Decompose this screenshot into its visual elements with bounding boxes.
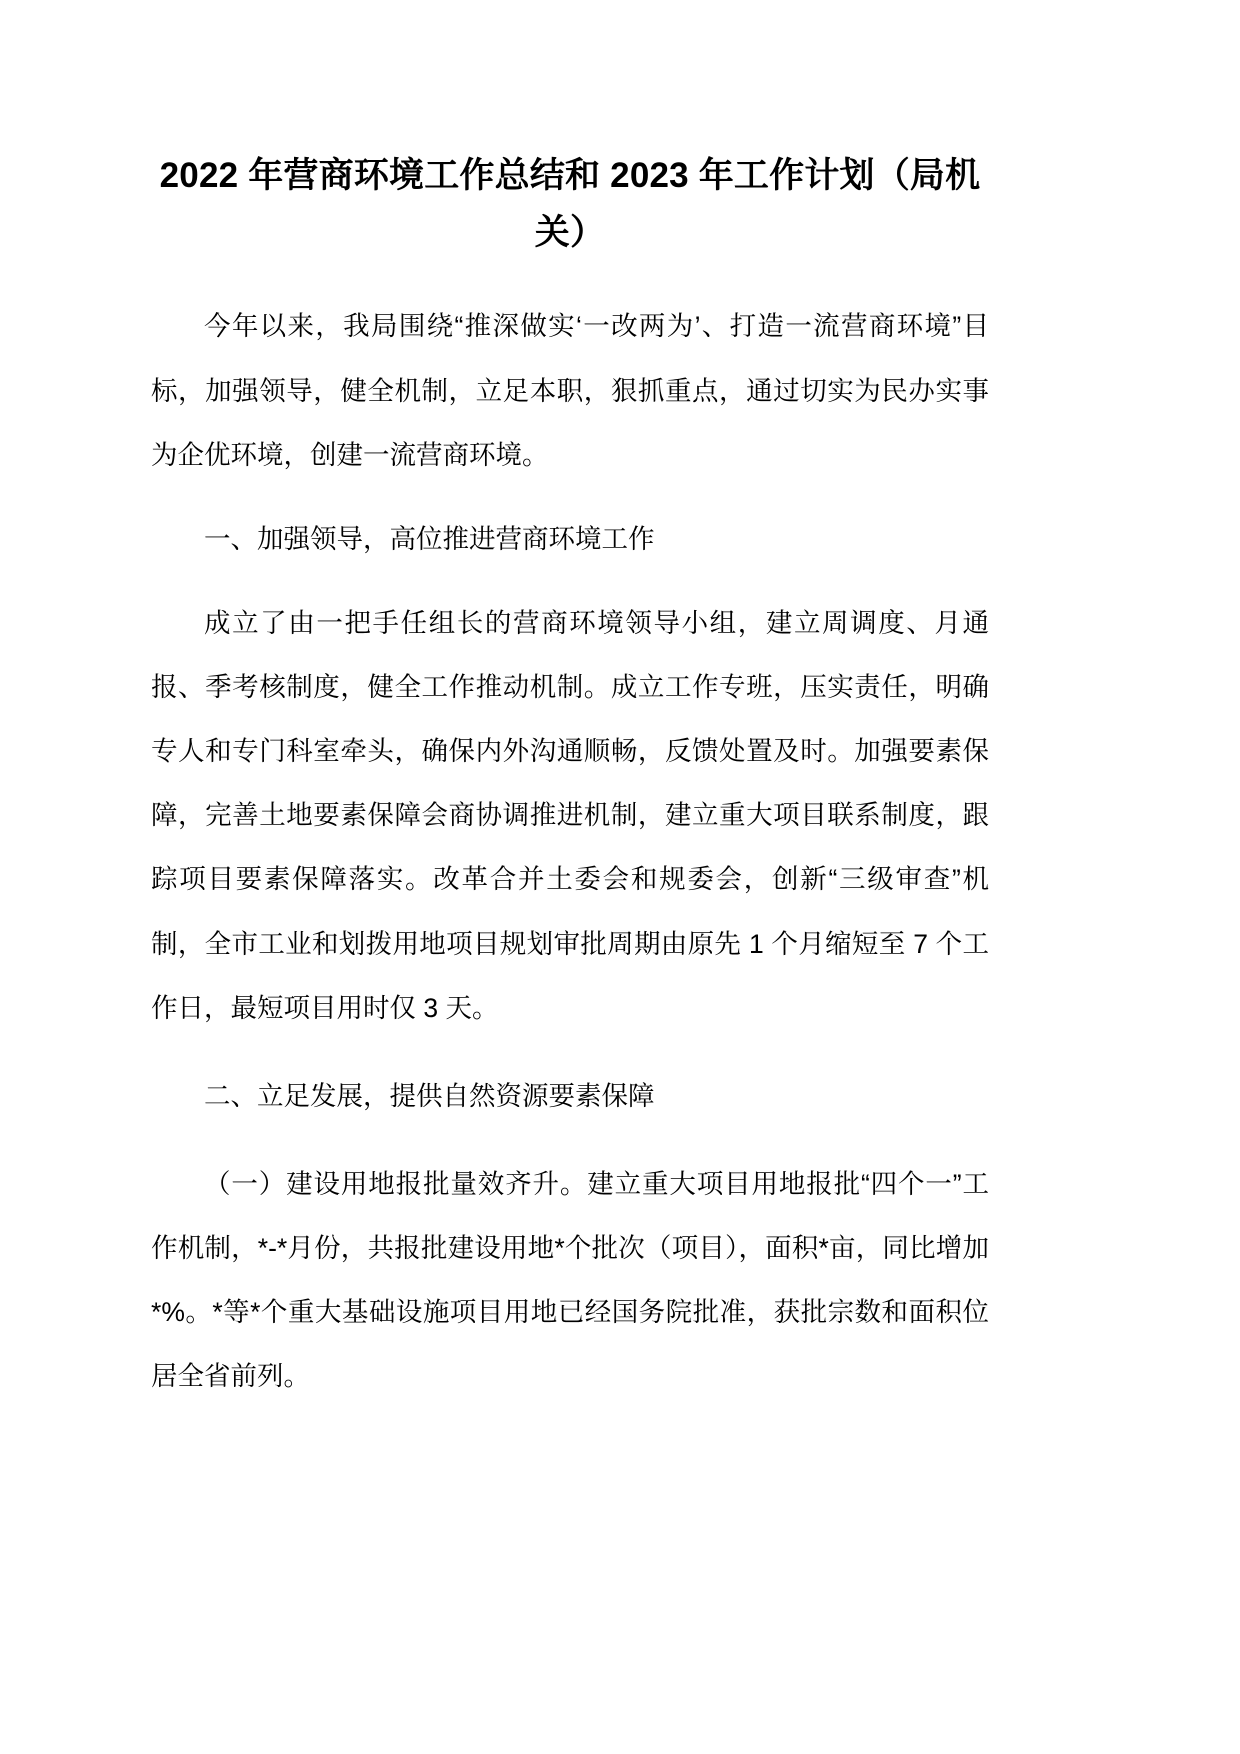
block-spacer (151, 1040, 989, 1064)
section-heading-1: 一、加强领导，高位推进营商环境工作 (204, 523, 655, 554)
section-heading-2: 二、立足发展，提供自然资源要素保障 (204, 1080, 655, 1111)
block-spacer (151, 487, 989, 507)
page-title: 2022 年营商环境工作总结和 2023 年工作计划（局机关） (159, 156, 981, 252)
page-content-column (151, 0, 989, 1408)
paragraph-section-2-item-1: （一）建设用地报批量效齐升。建立重大项目用地报批“四个一”工作机制，*-*月份，共报批建设用地*个批次（项目），面积*亩，同比增加*%。*等*个重大基础设施项目用地已经国务院批准，获批宗数和面积位居全省前列。 (151, 1168, 989, 1392)
block-spacer (151, 571, 989, 591)
paragraph-intro: 今年以来，我局围绕“推深做实‘一改两为’、打造一流营商环境”目标，加强领导，健全机制，立足本职，狠抓重点，通过切实为民办实事为企优环境，创建一流营商环境。 (151, 311, 989, 470)
paragraph-section-1-body: 成立了由一把手任组长的营商环境领导小组，建立周调度、月通报、季考核制度，健全工作推动机制。成立工作专班，压实责任，明确专人和专门科室牵头，确保内外沟通顺畅，反馈处置及时。加强要素保障，完善土地要素保障会商协调推进机制，建立重大项目联系制度，跟踪项目要素保障落实。改革合并土委会和规委会，创新“三级审查”机制，全市工业和划拨用地项目规划审批周期由原先 1 个月缩短至 7 个工作日，最短项目用时仅 3 天。 (151, 607, 989, 1023)
block-spacer (151, 1128, 989, 1152)
